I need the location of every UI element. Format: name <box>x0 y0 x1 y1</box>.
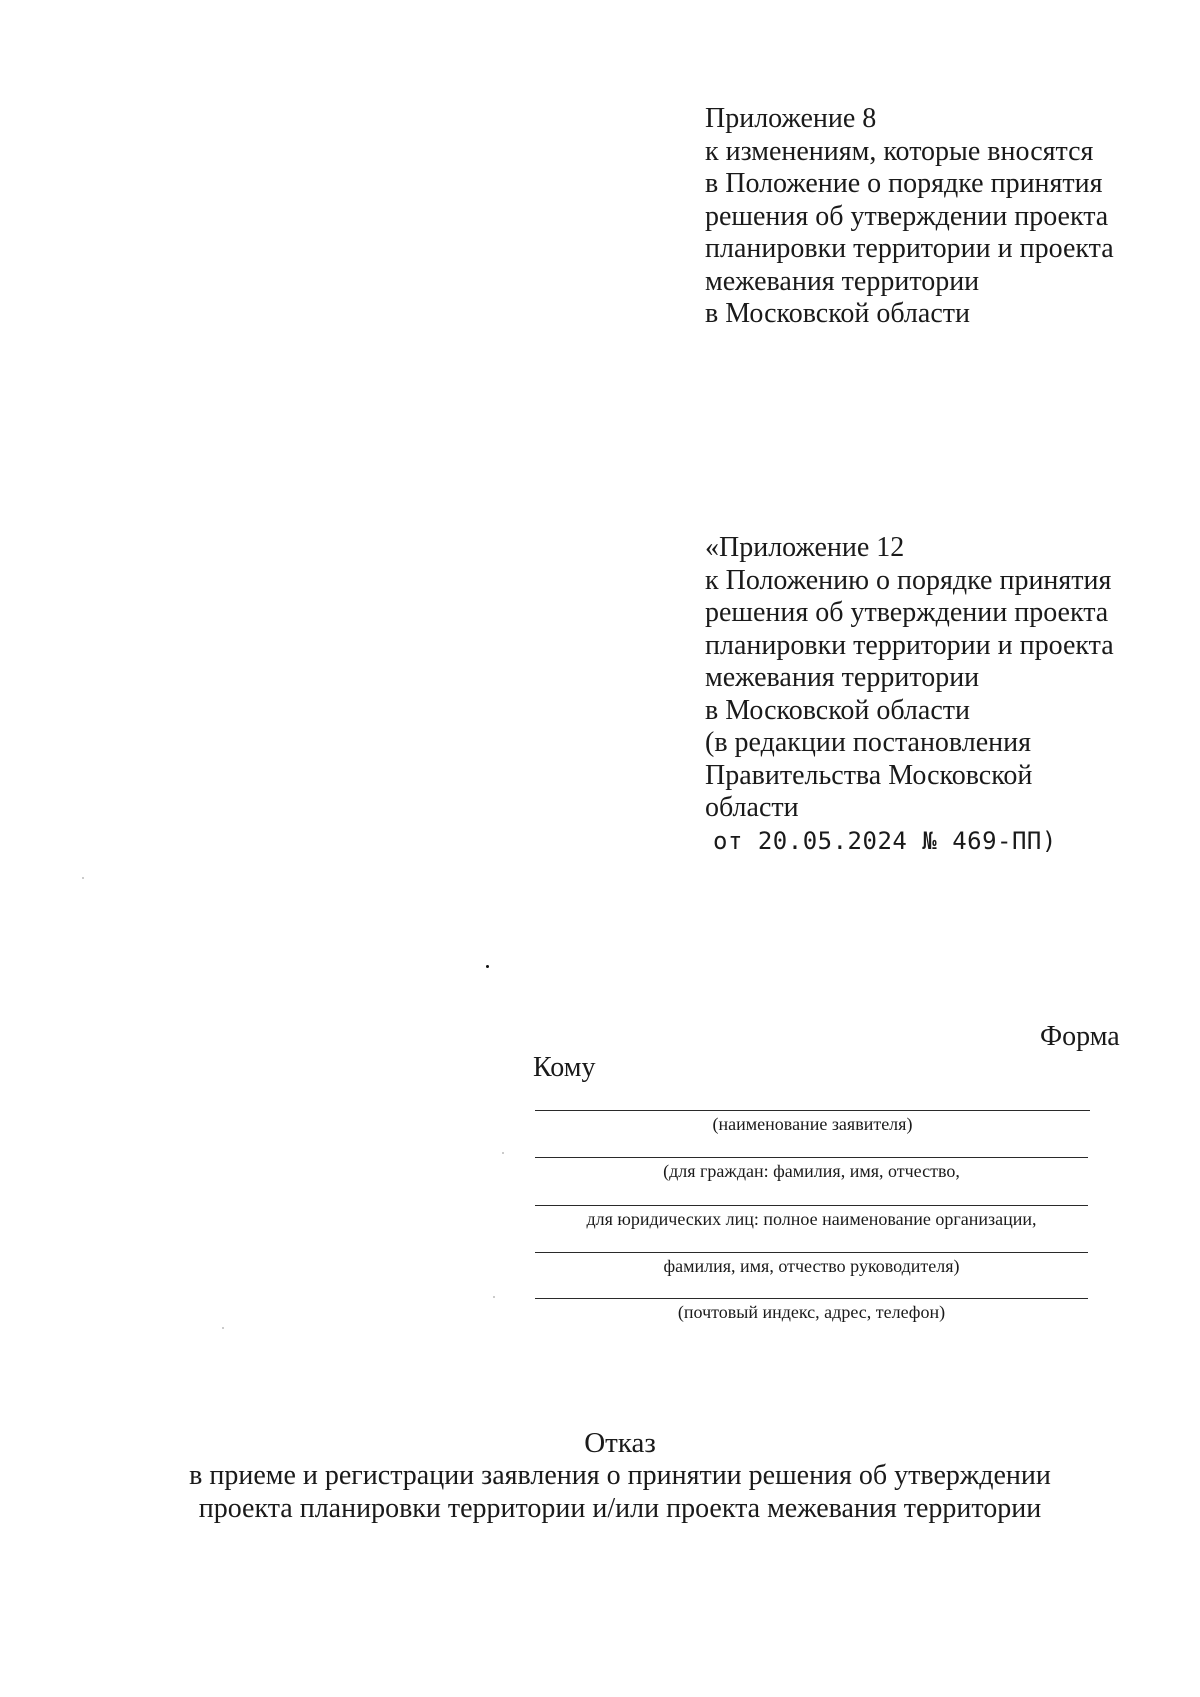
recipient-label: Кому <box>533 1052 596 1083</box>
refusal-subtitle-line: в приеме и регистрации заявления о принятии решения об утверждении <box>189 1460 1051 1491</box>
appendix-8-line: Приложение 8 <box>705 103 877 134</box>
field-caption: (почтовый индекс, адрес, телефон) <box>677 1302 946 1322</box>
appendix-8-line: в Положение о порядке принятия <box>705 168 1103 199</box>
field-caption: (для граждан: фамилия, имя, отчество, <box>663 1161 960 1181</box>
appendix-12-line: межевания территории <box>705 662 980 693</box>
appendix-8-line: межевания территории <box>705 265 980 297</box>
appendix-12-line: области <box>705 792 799 823</box>
scan-speck <box>82 877 84 879</box>
appendix-8-header <box>705 103 1114 331</box>
appendix-12-line: решения об утверждении проекта <box>705 597 1109 628</box>
resolution-date-number: от 20.05.2024 № 469-ПП) <box>713 826 1057 855</box>
refusal-heading <box>0 1427 1200 1525</box>
appendix-12-line: Правительства Московской <box>705 759 1033 791</box>
appendix-12-line: к Положению о порядке принятия <box>705 564 1112 596</box>
recipient-field-line <box>535 1157 1088 1158</box>
appendix-8-line: к изменениям, которые вносятся <box>705 135 1094 167</box>
appendix-12-line: в Московской области <box>705 694 970 726</box>
appendix-12-line: планировки территории и проекта <box>705 629 1114 661</box>
scan-speck <box>222 1327 224 1329</box>
recipient-field-line <box>535 1110 1090 1111</box>
appendix-12-line: (в редакции постановления <box>705 727 1032 758</box>
appendix-12-line: «Приложение 12 <box>705 532 905 563</box>
field-caption: для юридических лиц: полное наименование организации, <box>586 1209 1037 1229</box>
scan-speck <box>486 965 489 968</box>
appendix-8-line: планировки территории и проекта <box>705 233 1114 264</box>
recipient-field-line <box>535 1205 1088 1206</box>
refusal-title: Отказ <box>584 1427 656 1459</box>
appendix-12-header <box>705 532 1114 857</box>
recipient-field-line <box>535 1252 1088 1253</box>
appendix-8-line: решения об утверждении проекта <box>705 200 1109 232</box>
scan-speck <box>502 1152 504 1154</box>
field-caption: (наименование заявителя) <box>712 1114 913 1134</box>
form-label: Форма <box>1040 1021 1120 1052</box>
appendix-8-line: в Московской области <box>705 298 970 329</box>
field-caption: фамилия, имя, отчество руководителя) <box>663 1256 960 1276</box>
refusal-subtitle-line: проекта планировки территории и/или проекта межевания территории <box>198 1493 1042 1524</box>
recipient-field-line <box>535 1298 1088 1299</box>
scan-speck <box>493 1296 495 1298</box>
